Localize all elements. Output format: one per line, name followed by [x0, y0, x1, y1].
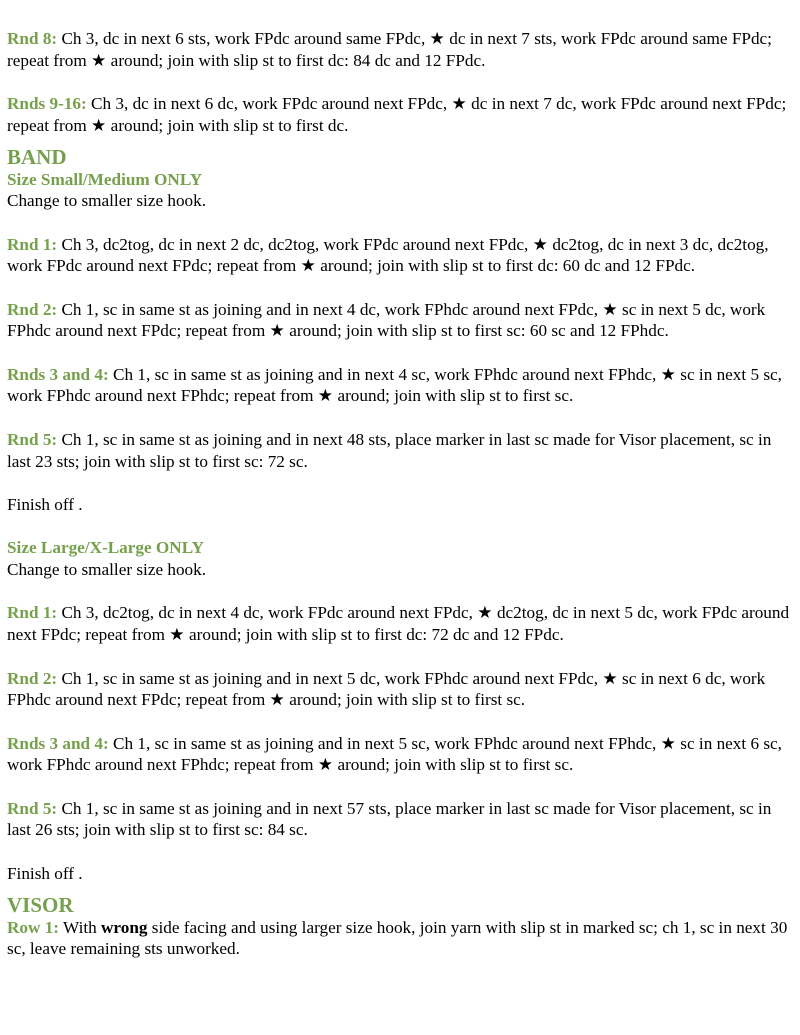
- small-medium-rnd-5: [7, 429, 793, 472]
- large-xlarge-rnds-3-4: [7, 733, 793, 776]
- round-label: Rnd 2:: [7, 299, 58, 319]
- round-text: Ch 3, dc in next 6 dc, work FPdc around next FPdc, ★ dc in next 7 dc, work FPdc around next FPdc; repeat from ★ around; join with slip st to first dc.: [7, 94, 787, 135]
- round-text: Ch 3, dc2tog, dc in next 2 dc, dc2tog, work FPdc around next FPdc, ★ dc2tog, dc in next 3 dc, dc2tog, work FPdc around next FPdc; repeat from ★ around; join with slip st to first dc: 60 dc and 12 FPdc.: [7, 234, 769, 276]
- instruction-rnds-9-16: [7, 93, 793, 136]
- large-xlarge-finish: Finish off .: [7, 863, 83, 883]
- round-label: Rnd 5:: [7, 429, 58, 449]
- large-xlarge-rnd-5: [7, 798, 793, 841]
- row-label: Row 1:: [7, 917, 60, 937]
- round-text: Ch 1, sc in same st as joining and in next 4 sc, work FPhdc around next FPhdc, ★ sc in next 5 sc, work FPhdc around next FPhdc; repeat from ★ around; join with slip st to first sc.: [7, 364, 782, 406]
- round-text: Ch 1, sc in same st as joining and in next 4 dc, work FPhdc around next FPdc, ★ sc in next 5 dc, work FPhdc around next FPdc; repeat from ★ around; join with slip st to first sc: 60 sc and 12 FPhdc.: [7, 299, 766, 341]
- small-medium-finish: Finish off .: [7, 494, 83, 514]
- round-text: Ch 1, sc in same st as joining and in next 57 sts, place marker in last sc made for Visor placement, sc in last 26 sts; join with slip st to first sc: 84 sc.: [7, 798, 772, 840]
- small-medium-rnd-1: [7, 234, 793, 277]
- row-text-after: side facing and using larger size hook, join yarn with slip st in marked sc; ch 1, sc in next 30 sc, leave remaining sts unworked.: [7, 917, 788, 959]
- large-xlarge-heading: Size Large/X-Large ONLY: [7, 538, 204, 558]
- round-text: Ch 1, sc in same st as joining and in next 48 sts, place marker in last sc made for Visor placement, sc in last 23 sts; join with slip st to first sc: 72 sc.: [7, 429, 772, 471]
- small-medium-note: Change to smaller size hook.: [7, 191, 207, 211]
- band-heading: BAND: [7, 144, 67, 169]
- small-medium-rnd-2: [7, 299, 793, 342]
- large-xlarge-rnd-2: [7, 668, 793, 711]
- round-label: Rnds 3 and 4:: [7, 733, 109, 753]
- small-medium-rnds-3-4: [7, 364, 793, 407]
- instruction-rnd-8: [7, 28, 793, 71]
- round-text: Ch 3, dc2tog, dc in next 4 dc, work FPdc around next FPdc, ★ dc2tog, dc in next 5 dc, work FPdc around next FPdc; repeat from ★ around; join with slip st to first dc: 72 dc and 12 FPdc.: [7, 603, 790, 645]
- round-text: Ch 3, dc in next 6 sts, work FPdc around same FPdc, ★ dc in next 7 sts, work FPdc around same FPdc; repeat from ★ around; join with slip st to first dc: 84 dc and 12 FPdc.: [7, 29, 772, 70]
- round-label: Rnd 1:: [7, 234, 58, 254]
- large-xlarge-rnd-1: [7, 602, 793, 645]
- round-label: Rnd 1:: [7, 603, 58, 623]
- round-label: Rnds 3 and 4:: [7, 364, 109, 384]
- round-text: Ch 1, sc in same st as joining and in next 5 sc, work FPhdc around next FPhdc, ★ sc in next 6 sc, work FPhdc around next FPhdc; repeat from ★ around; join with slip st to first sc.: [7, 733, 782, 775]
- row-emphasis: wrong: [101, 917, 148, 937]
- round-label: Rnds 9-16:: [7, 94, 87, 114]
- large-xlarge-note: Change to smaller size hook.: [7, 560, 207, 580]
- visor-heading: VISOR: [7, 892, 74, 917]
- visor-row-1: [7, 917, 793, 960]
- small-medium-heading: Size Small/Medium ONLY: [7, 169, 203, 189]
- round-label: Rnd 5:: [7, 798, 58, 818]
- round-text: Ch 1, sc in same st as joining and in next 5 dc, work FPhdc around next FPdc, ★ sc in next 6 dc, work FPhdc around next FPdc; repeat from ★ around; join with slip st to first sc.: [7, 668, 766, 710]
- round-label: Rnd 2:: [7, 668, 58, 688]
- row-text-before: With: [59, 917, 102, 937]
- round-label: Rnd 8:: [7, 29, 58, 48]
